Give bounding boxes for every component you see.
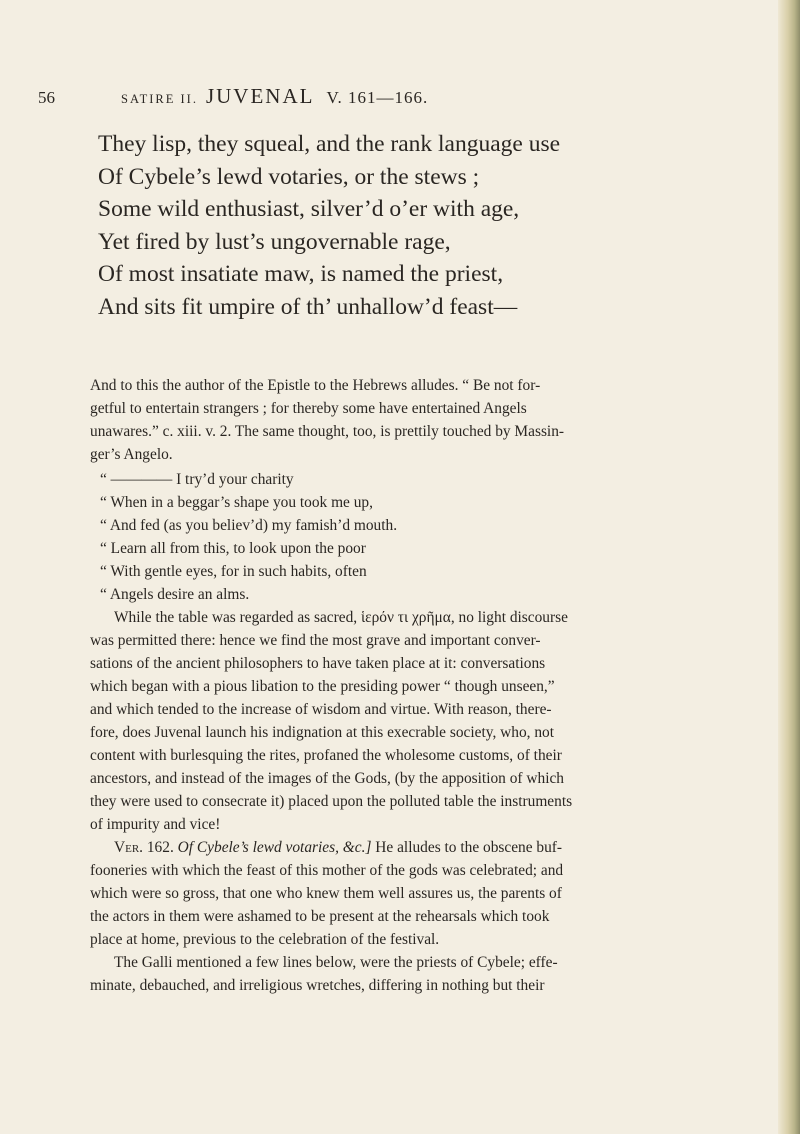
- page-edge-binding: [778, 0, 800, 1134]
- commentary-text: [92, 374, 732, 997]
- verse-line: They lisp, they squeal, and the rank language use: [98, 131, 561, 157]
- text-line: fore, does Juvenal launch his indignation at this execrable society, who, not: [90, 724, 555, 741]
- verse-note: [90, 836, 732, 951]
- verse-line: Of most insatiate maw, is named the priest,: [98, 261, 504, 288]
- text-line: And to this the author of the Epistle to the Hebrews alludes. “ Be not for-: [90, 377, 541, 394]
- header-section: SATIRE II.: [121, 92, 198, 106]
- header-title: JUVENAL: [205, 84, 315, 108]
- verse-line: Of Cybele’s lewd votaries, or the stews ;: [98, 163, 480, 190]
- quotation-line: “ Angels desire an alms.: [100, 586, 250, 603]
- text-line: While the table was regarded as sacred, ἱερόν τι χρῆμα, no light discourse: [114, 609, 568, 626]
- header-line-range: V. 161—166.: [326, 88, 429, 107]
- quotation-block: [92, 468, 732, 606]
- quotation-line: “ And fed (as you believ’d) my famish’d mouth.: [100, 517, 398, 534]
- text-line: ger’s Angelo.: [90, 446, 173, 463]
- text-line: content with burlesquing the rites, profaned the wholesome customs, of their: [90, 747, 562, 764]
- note-text: He alludes to the obscene buf-: [371, 839, 563, 856]
- note-reference: Ver. 162.: [114, 839, 174, 856]
- quotation-line: “ ———— I try’d your charity: [100, 471, 294, 488]
- text-line: ancestors, and instead of the images of the Gods, (by the apposition of which: [90, 770, 565, 787]
- text-line: was permitted there: hence we find the most grave and important conver-: [90, 632, 541, 649]
- galli-paragraph: [90, 951, 732, 997]
- text-line: The Galli mentioned a few lines below, were the priests of Cybele; effe-: [114, 954, 558, 971]
- verse-line: And sits fit umpire of th’ unhallow’d feast—: [98, 293, 518, 320]
- table-custom-paragraph: [90, 606, 732, 836]
- running-header: [38, 84, 598, 109]
- text-line: getful to entertain strangers ; for thereby some have entertained Angels: [90, 400, 527, 417]
- page-number: 56: [38, 88, 55, 107]
- text-line: unawares.” c. xiii. v. 2. The same thought, too, is prettily touched by Massin-: [90, 423, 565, 440]
- note-first-line: [90, 836, 732, 859]
- text-line: place at home, previous to the celebration of the festival.: [90, 931, 440, 948]
- quotation-line: “ When in a beggar’s shape you took me up,: [100, 494, 373, 511]
- verse-line: Yet fired by lust’s ungovernable rage,: [98, 228, 451, 255]
- text-line: fooneries with which the feast of this mother of the gods was celebrated; and: [90, 862, 564, 879]
- text-line: minate, debauched, and irreligious wretches, differing in nothing but their: [90, 977, 545, 994]
- text-line: which began with a pious libation to the presiding power “ though unseen,”: [90, 678, 555, 695]
- text-line: which were so gross, that one who knew them well assures us, the parents of: [90, 885, 562, 902]
- text-line: the actors in them were ashamed to be present at the rehearsals which took: [90, 908, 550, 925]
- text-line: they were used to consecrate it) placed upon the polluted table the instruments: [90, 793, 573, 810]
- quotation-line: “ With gentle eyes, for in such habits, often: [100, 563, 367, 580]
- verse-block: [98, 128, 658, 324]
- commentary-paragraph: [90, 374, 732, 466]
- verse-line: Some wild enthusiast, silver’d o’er with age,: [98, 196, 520, 223]
- note-lemma: Of Cybele’s lewd votaries, &c.]: [177, 839, 372, 856]
- quotation-line: “ Learn all from this, to look upon the poor: [100, 540, 366, 557]
- text-line: sations of the ancient philosophers to have taken place at it: conversations: [90, 655, 546, 672]
- text-line: and which tended to the increase of wisdom and virtue. With reason, there-: [90, 701, 552, 718]
- text-line: of impurity and vice!: [90, 816, 221, 833]
